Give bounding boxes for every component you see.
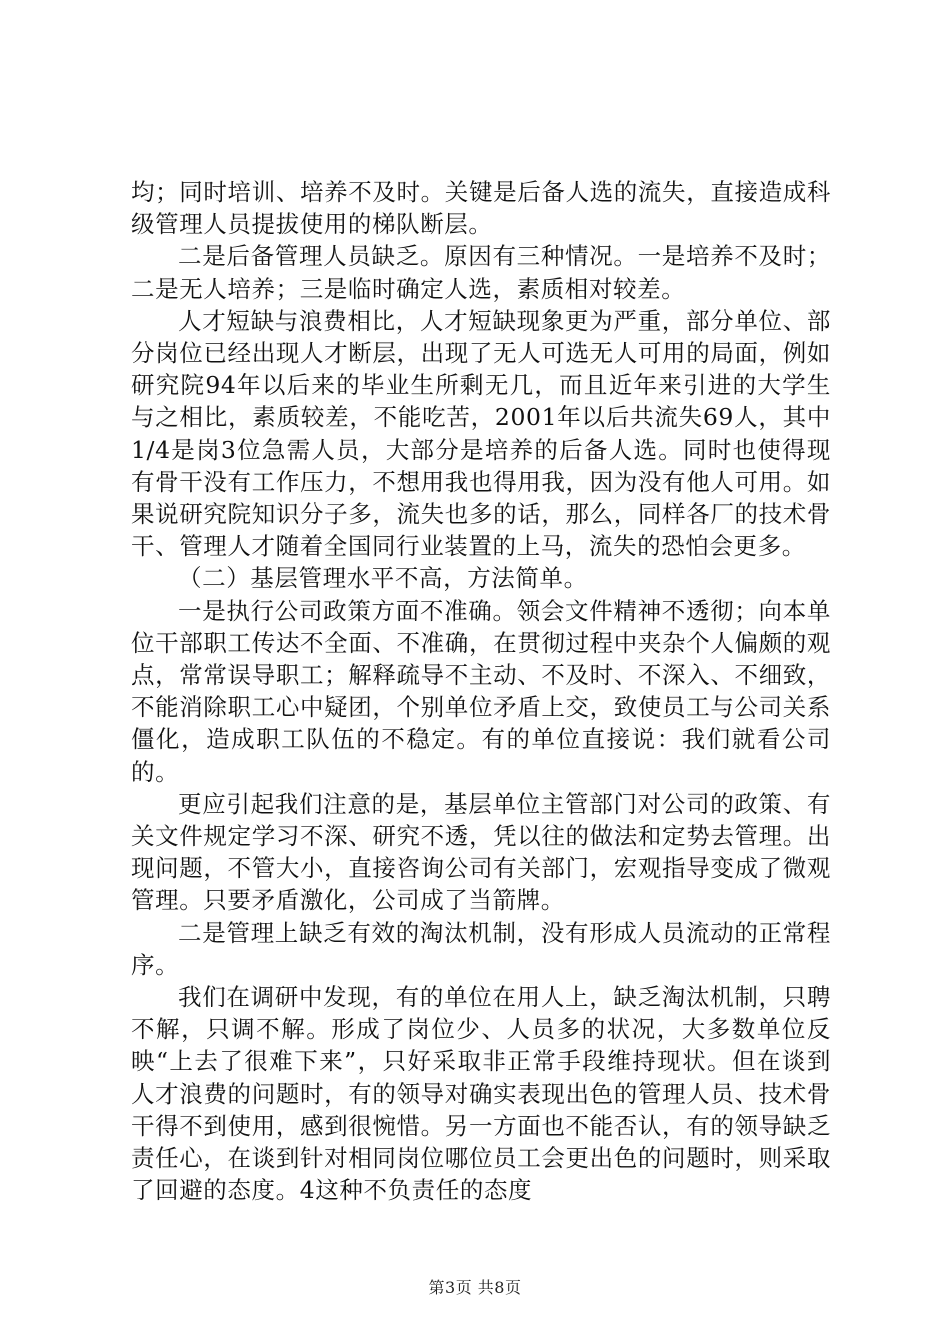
paragraph-2: 二是后备管理人员缺乏。原因有三种情况。一是培养不及时；二是无人培养；三是临时确定人选，素质相对较差。 (131, 242, 831, 303)
page-footer: 第3页 共8页 (428, 1278, 522, 1297)
document-body (131, 176, 831, 1207)
paragraph-7: 二是管理上缺乏有效的淘汰机制，没有形成人员流动的正常程序。 (131, 918, 831, 979)
paragraph-3: 人才短缺与浪费相比，人才短缺现象更为严重，部分单位、部分岗位已经出现人才断层，出现了无人可选无人可用的局面，例如研究院94年以后来的毕业生所剩无几，而且近年来引进的大学生与之相比，素质较差，不能吃苦，2001年以后共流失69人，其中1/4是岗3位急需人员，大部分是培养的后备人选。同时也使得现有骨干没有工作压力，不想用我也得用我，因为没有他人可用。如果说研究院知识分子多，流失也多的话，那么，同样各厂的技术骨干、管理人才随着全国同行业装置的上马，流失的恐怕会更多。 (131, 306, 831, 561)
paragraph-1: 均；同时培训、培养不及时。关键是后备人选的流失，直接造成科级管理人员提拔使用的梯队断层。 (131, 178, 831, 239)
paragraph-6: 更应引起我们注意的是，基层单位主管部门对公司的政策、有关文件规定学习不深、研究不透，凭以往的做法和定势去管理。出现问题，不管大小，直接咨询公司有关部门，宏观指导变成了微观管理。只要矛盾激化，公司成了当箭牌。 (131, 789, 831, 915)
paragraph-8: 我们在调研中发现，有的单位在用人上，缺乏淘汰机制，只聘不解，只调不解。形成了岗位少、人员多的状况，大多数单位反映“上去了很难下来”，只好采取非正常手段维持现状。但在谈到人才浪费的问题时，有的领导对确实表现出色的管理人员、技术骨干得不到使用，感到很惋惜。另一方面也不能否认，有的领导缺乏责任心，在谈到针对相同岗位哪位员工会更出色的问题时，则采取了回避的态度。4这种不负责任的态度 (131, 983, 831, 1205)
paragraph-5: 一是执行公司政策方面不准确。领会文件精神不透彻；向本单位干部职工传达不全面、不准确，在贯彻过程中夹杂个人偏颇的观点，常常误导职工；解释疏导不主动、不及时、不深入、不细致，不能消除职工心中疑团，个别单位矛盾上交，致使员工与公司关系僵化，造成职工队伍的不稳定。有的单位直接说：我们就看公司的。 (131, 596, 831, 786)
section-heading: （二）基层管理水平不高，方法简单。 (178, 564, 588, 593)
